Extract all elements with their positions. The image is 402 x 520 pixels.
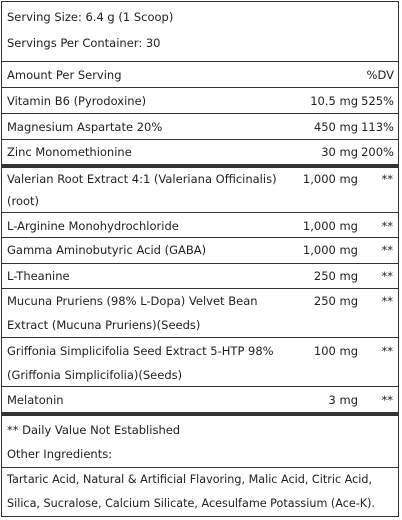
other-ingredients-text-cont: Silica, Sucralose, Calcium Silicate, Acesulfame Potassium (Ace-K). xyxy=(7,497,376,510)
ingredient-name: L-Arginine Monohydrochloride xyxy=(7,219,179,233)
ingredient-row xyxy=(2,168,398,213)
ingredient-dv: ** xyxy=(381,243,393,257)
ingredient-row xyxy=(2,339,398,387)
nutrient-amount: 10.5 mg xyxy=(310,94,358,108)
ingredient-name: Melatonin xyxy=(7,393,64,407)
percent-dv-label: %DV xyxy=(366,68,394,82)
ingredient-amount: 1,000 mg xyxy=(302,172,358,186)
ingredient-dv: ** xyxy=(381,219,393,233)
ingredient-amount: 1,000 mg xyxy=(302,219,358,233)
ingredient-name-cont: (root) xyxy=(7,194,40,208)
amount-per-serving-label: Amount Per Serving xyxy=(7,68,122,82)
nutrient-dv: 200% xyxy=(361,145,394,159)
servings-per-container: Servings Per Container: 30 xyxy=(7,36,161,50)
footnotes xyxy=(2,416,398,468)
ingredient-row xyxy=(2,239,398,264)
nutrient-amount: 30 mg xyxy=(321,145,358,159)
ingredient-dv: ** xyxy=(381,172,393,186)
ingredient-row xyxy=(2,388,398,416)
ingredient-name: Gamma Aminobutyric Acid (GABA) xyxy=(7,243,207,257)
nutrient-row xyxy=(2,89,398,114)
nutrient-row xyxy=(2,141,398,168)
ingredient-amount: 250 mg xyxy=(313,269,358,283)
nutrient-name: Magnesium Aspartate 20% xyxy=(7,120,163,134)
other-ingredients-label: Other Ingredients: xyxy=(7,447,113,461)
ingredient-name: L-Theanine xyxy=(7,269,70,283)
ingredient-dv: ** xyxy=(381,294,393,308)
ingredient-amount: 250 mg xyxy=(313,294,358,308)
nutrient-name: Vitamin B6 (Pyrodoxine) xyxy=(7,94,147,108)
nutrient-dv: 113% xyxy=(361,120,394,134)
ingredient-name-cont: (Griffonia Simplicifolia)(Seeds) xyxy=(7,368,183,382)
ingredient-row xyxy=(2,214,398,238)
ingredient-row xyxy=(2,290,398,338)
ingredient-name: Griffonia Simplicifolia Seed Extract 5-HTP 98% xyxy=(7,344,274,358)
nutrient-amount: 450 mg xyxy=(313,120,358,134)
column-header-row xyxy=(2,63,398,88)
ingredient-name: Valerian Root Extract 4:1 (Valeriana Officinalis) xyxy=(7,172,277,186)
nutrient-row xyxy=(2,115,398,140)
ingredient-row xyxy=(2,265,398,289)
serving-size: Serving Size: 6.4 g (1 Scoop) xyxy=(7,10,174,24)
ingredient-name: Mucuna Pruriens (98% L-Dopa) Velvet Bean xyxy=(7,294,258,308)
ingredient-amount: 3 mg xyxy=(328,393,358,407)
ingredient-name-cont: Extract (Mucuna Pruriens)(Seeds) xyxy=(7,318,201,332)
ingredient-dv: ** xyxy=(381,344,393,358)
serving-info xyxy=(2,2,398,62)
other-ingredients-text: Tartaric Acid, Natural & Artificial Flavoring, Malic Acid, Citric Acid, xyxy=(7,473,373,486)
ingredient-amount: 100 mg xyxy=(313,344,358,358)
dv-footnote: ** Daily Value Not Established xyxy=(7,423,181,437)
ingredient-dv: ** xyxy=(381,393,393,407)
ingredient-amount: 1,000 mg xyxy=(302,243,358,257)
ingredient-dv: ** xyxy=(381,269,393,283)
nutrient-dv: 525% xyxy=(361,94,394,108)
other-ingredients xyxy=(2,469,398,517)
nutrient-name: Zinc Monomethionine xyxy=(7,145,132,159)
supplement-facts-panel xyxy=(1,1,399,517)
